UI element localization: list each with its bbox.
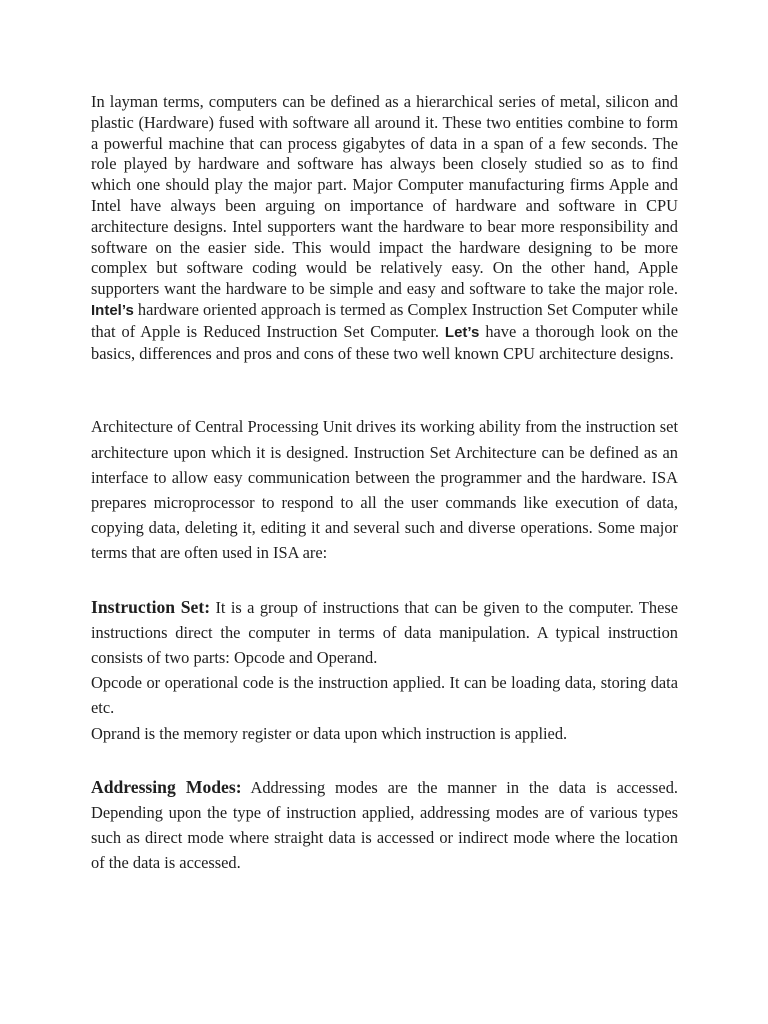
addressing-modes-text: Addressing modes are the manner in the data is accessed. Depending upon the type of instruction applied, addressing modes are of various types such as direct mode where straight data is accessed or indirect mode where the location of the data is accessed. <box>91 777 679 873</box>
addressing-modes-heading: Addressing Modes: <box>91 776 242 797</box>
intel-bold-term: Intel’s <box>91 301 134 319</box>
intro-paragraph <box>91 92 678 364</box>
intro-text-part-3: have a thorough look on the basics, differences and pros and cons of these two well known CPU architecture designs. <box>91 321 678 363</box>
instruction-set-section <box>91 595 678 746</box>
oprand-definition: Oprand is the memory register or data upon which instruction is applied. <box>91 723 568 743</box>
instruction-set-heading: Instruction Set: <box>91 596 211 617</box>
intro-text-part-2: hardware oriented approach is termed as Complex Instruction Set Computer while that of Apple is Reduced Instruction Set Computer. <box>91 299 678 341</box>
instruction-set-text: It is a group of instructions that can be given to the computer. These instructions direct the computer in terms of data manipulation. A typical instruction consists of two parts: Opcode and Operand. <box>91 597 678 667</box>
addressing-modes-section <box>91 775 678 876</box>
architecture-paragraph: Architecture of Central Processing Unit drives its working ability from the instruction set architecture upon which it is designed. Instruction Set Architecture can be defined as an interface to allow easy communication between the programmer and the hardware. ISA prepares microprocessor to respond to all the user commands like execution of data, copying data, deleting it, editing it and several such and diverse operations. Some major terms that are often used in ISA are: <box>91 417 678 563</box>
instruction-set-definition <box>91 595 678 671</box>
opcode-definition: Opcode or operational code is the instruction applied. It can be loading data, storing data etc. <box>91 673 678 718</box>
lets-bold-term: Let’s <box>444 323 480 341</box>
addressing-modes-definition <box>91 775 678 876</box>
document-page <box>91 92 678 876</box>
intro-text-part-1: In layman terms, computers can be defined as a hierarchical series of metal, silicon and plastic (Hardware) fused with software all around it. These two entities combine to form a powerful machine that can process gigabytes of data in a span of a few seconds. The role played by hardware and software has always been closely studied so as to find which one should play the major part. Major Computer manufacturing firms Apple and Intel have always been arguing on importance of hardware and software in CPU architecture designs. Intel supporters want the hardware to bear more responsibility and software on the easier side. This would impact the hardware designing to be more complex but software coding would be relatively easy. On the other hand, Apple supporters want the hardware to be simple and easy and software to take the major role. <box>91 92 678 299</box>
